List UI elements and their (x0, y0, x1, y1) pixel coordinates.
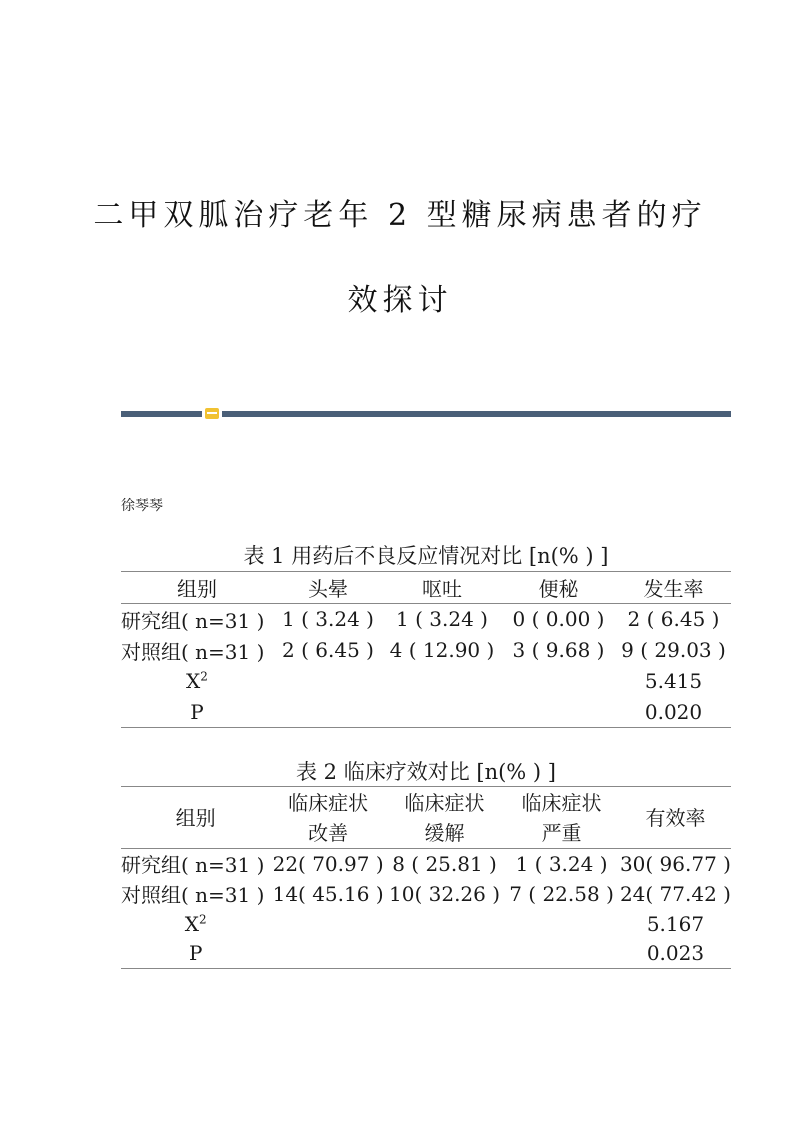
table-row (121, 849, 731, 879)
table-header-cell: 头晕 (273, 572, 383, 604)
divider-bar-left (121, 411, 202, 417)
p-value: 0.023 (620, 939, 731, 969)
table-row-p-value (121, 697, 731, 728)
p-label: P (121, 697, 273, 728)
table-row-p-value (121, 939, 731, 969)
table-cell: 1 ( 3.24 ) (515, 851, 608, 876)
table-cell: 22( 70.97 ) (272, 851, 384, 876)
chi-square-label: $X^2$ (186, 669, 208, 693)
table-cell: 2 ( 6.45 ) (282, 638, 374, 662)
table-cell: 9 ( 29.03 ) (621, 638, 726, 662)
table1 (121, 571, 731, 728)
table-cell: 30( 96.77 ) (619, 851, 731, 876)
table-header-cell: 临床症状 严重 (503, 787, 620, 849)
document-title-line-1: 二甲双胍治疗老年 2 型糖尿病患者的疗 (93, 198, 707, 233)
table-cell: 研究组( n=31 ) (121, 853, 265, 878)
table-header-cell: 临床症状 缓解 (386, 787, 503, 849)
table2-caption: 表 2 临床疗效对比 [n(% ) ] (296, 760, 556, 784)
table-cell: 14( 45.16 ) (272, 881, 384, 906)
table-header-row (121, 787, 731, 849)
table-cell: 1 ( 3.24 ) (396, 607, 488, 632)
table-header-cell: 呕吐 (383, 572, 501, 604)
table-row (121, 879, 731, 909)
document-title-line-2: 效探讨 (347, 283, 453, 318)
table-header-cell: 组别 (121, 787, 270, 849)
table-cell: 10( 32.26 ) (389, 881, 501, 906)
table-cell: 7 ( 22.58 ) (509, 881, 614, 906)
table-cell: 8 ( 25.81 ) (392, 851, 497, 876)
table-row-chi-square (121, 666, 731, 697)
table-header-cell: 组别 (121, 572, 273, 604)
table-row (121, 635, 731, 666)
table-header-row (121, 572, 731, 604)
chi-square-value: 5.415 (644, 669, 703, 693)
table-header-cell: 发生率 (616, 572, 731, 604)
table-header-cell: 便秘 (501, 572, 616, 604)
p-label: P (121, 939, 270, 969)
table-row (121, 604, 731, 635)
table-cell: 研究组( n=31 ) (121, 608, 265, 633)
table-cell: 24( 77.42 ) (619, 881, 731, 906)
document-badge-icon (205, 408, 219, 419)
table-cell: 3 ( 9.68 ) (512, 638, 605, 662)
table-header-cell: 有效率 (620, 787, 731, 849)
table-row-chi-square (121, 909, 731, 939)
table-header-cell: 临床症状 改善 (270, 787, 386, 849)
table-cell: 对照组( n=31 ) (121, 639, 265, 664)
chi-square-label: $X^2$ (184, 911, 207, 936)
chi-square-value: 5.167 (646, 911, 705, 936)
table-cell: 2 ( 6.45 ) (627, 607, 720, 632)
table2 (121, 786, 731, 969)
title-divider (121, 408, 731, 418)
table-cell: 4 ( 12.90 ) (389, 638, 495, 662)
p-value: 0.020 (616, 697, 731, 728)
table-cell: 1 ( 3.24 ) (282, 607, 374, 632)
table-cell: 0 ( 0.00 ) (512, 607, 605, 632)
divider-bar-right (222, 411, 731, 417)
author-name: 徐琴琴 (121, 498, 163, 514)
table1-caption: 表 1 用药后不良反应情况对比 [n(% ) ] (243, 544, 609, 568)
table-cell: 对照组( n=31 ) (121, 883, 265, 907)
